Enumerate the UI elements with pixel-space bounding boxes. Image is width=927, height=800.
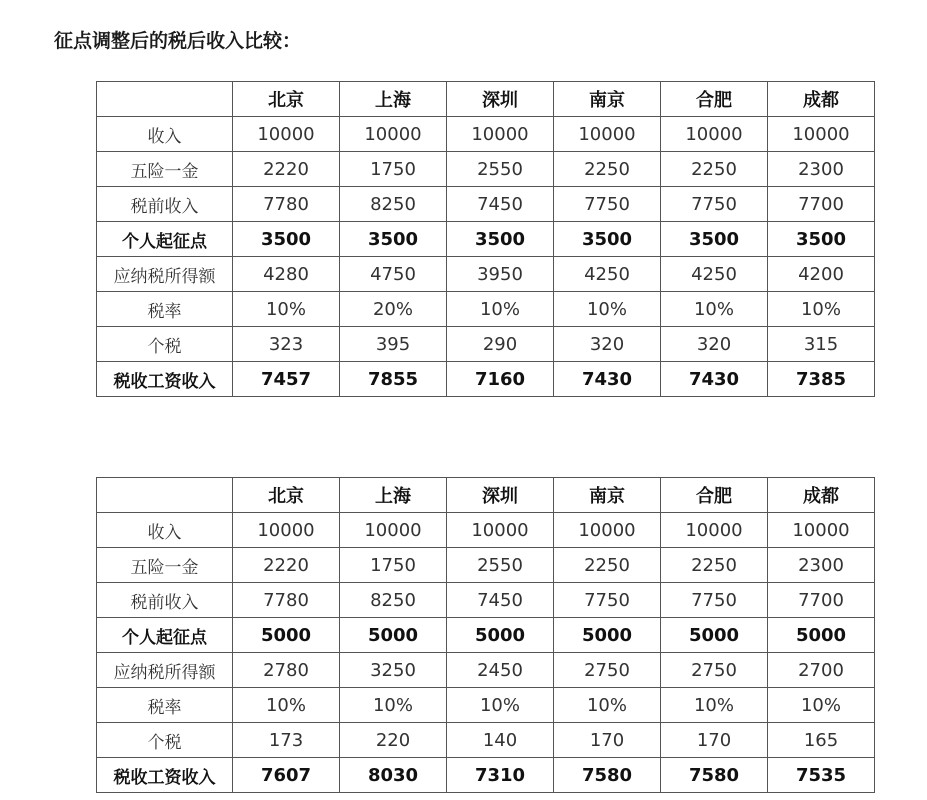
table-cell: 10% [554, 688, 661, 723]
table-cell: 2300 [768, 548, 875, 583]
table-cell: 10000 [340, 117, 447, 152]
header-cell-hefei: 合肥 [661, 82, 768, 117]
table-cell: 20% [340, 292, 447, 327]
row-label: 个税 [97, 723, 233, 758]
row-label: 税前收入 [97, 583, 233, 618]
table-cell: 140 [447, 723, 554, 758]
header-row [97, 478, 875, 513]
row-label: 个人起征点 [97, 618, 233, 653]
table-cell: 2250 [661, 152, 768, 187]
table-cell: 7607 [233, 758, 340, 793]
table-cell: 2750 [554, 653, 661, 688]
table-cell: 170 [554, 723, 661, 758]
table-row [97, 187, 875, 222]
table-cell: 2250 [554, 548, 661, 583]
header-cell-shanghai: 上海 [340, 82, 447, 117]
table-cell: 10% [768, 688, 875, 723]
row-label: 收入 [97, 513, 233, 548]
table-cell: 10000 [447, 513, 554, 548]
table-cell: 7780 [233, 187, 340, 222]
table-cell: 7430 [661, 362, 768, 397]
table-cell: 8250 [340, 583, 447, 618]
table-cell: 10000 [554, 513, 661, 548]
table-cell: 10000 [233, 117, 340, 152]
table-cell: 10000 [233, 513, 340, 548]
row-label: 五险一金 [97, 548, 233, 583]
table-cell: 7450 [447, 583, 554, 618]
row-label: 应纳税所得额 [97, 257, 233, 292]
table-cell: 165 [768, 723, 875, 758]
table-cell: 4750 [340, 257, 447, 292]
table-cell: 5000 [233, 618, 340, 653]
header-cell-chengdu: 成都 [768, 82, 875, 117]
row-label: 税收工资收入 [97, 362, 233, 397]
table-row [97, 152, 875, 187]
table-cell: 4200 [768, 257, 875, 292]
header-cell-shanghai: 上海 [340, 478, 447, 513]
table-cell: 10000 [768, 513, 875, 548]
table-cell: 5000 [661, 618, 768, 653]
row-label: 税率 [97, 688, 233, 723]
table-cell: 10% [233, 292, 340, 327]
table-cell: 10% [340, 688, 447, 723]
table-cell: 320 [554, 327, 661, 362]
row-label: 应纳税所得额 [97, 653, 233, 688]
table-cell: 3500 [554, 222, 661, 257]
table-cell: 3500 [447, 222, 554, 257]
table-cell: 10% [661, 292, 768, 327]
header-cell-shenzhen: 深圳 [447, 478, 554, 513]
table-cell: 1750 [340, 152, 447, 187]
table-cell: 290 [447, 327, 554, 362]
table-row [97, 688, 875, 723]
header-row [97, 82, 875, 117]
row-label: 收入 [97, 117, 233, 152]
table-cell: 7535 [768, 758, 875, 793]
table-body [97, 82, 875, 397]
table-cell: 323 [233, 327, 340, 362]
table-cell: 8250 [340, 187, 447, 222]
row-label: 个税 [97, 327, 233, 362]
table-row [97, 362, 875, 397]
table-row [97, 548, 875, 583]
table-cell: 7750 [661, 187, 768, 222]
table-cell: 3500 [768, 222, 875, 257]
header-cell-beijing: 北京 [233, 82, 340, 117]
table-cell: 7450 [447, 187, 554, 222]
table-cell: 7580 [661, 758, 768, 793]
table-cell: 7580 [554, 758, 661, 793]
table-cell: 7430 [554, 362, 661, 397]
table-row [97, 257, 875, 292]
table-row [97, 222, 875, 257]
table-cell: 10000 [447, 117, 554, 152]
table-cell: 10000 [554, 117, 661, 152]
table-cell: 2220 [233, 152, 340, 187]
table-cell: 7750 [554, 187, 661, 222]
table-cell: 7700 [768, 583, 875, 618]
tax-comparison-table-3500 [96, 81, 875, 397]
table-cell: 320 [661, 327, 768, 362]
table-cell: 10% [233, 688, 340, 723]
table-cell: 7750 [661, 583, 768, 618]
table-cell: 2780 [233, 653, 340, 688]
table-cell: 315 [768, 327, 875, 362]
table-cell: 7780 [233, 583, 340, 618]
header-cell-nanjing: 南京 [554, 82, 661, 117]
table-cell: 395 [340, 327, 447, 362]
table-cell: 4250 [554, 257, 661, 292]
table-cell: 10% [661, 688, 768, 723]
table-cell: 7750 [554, 583, 661, 618]
table-row [97, 758, 875, 793]
table-cell: 10% [447, 292, 554, 327]
table-row [97, 117, 875, 152]
table-row [97, 292, 875, 327]
table-cell: 10000 [768, 117, 875, 152]
table-row [97, 513, 875, 548]
table-cell: 220 [340, 723, 447, 758]
table-cell: 2250 [554, 152, 661, 187]
table-cell: 7160 [447, 362, 554, 397]
table-cell: 10% [768, 292, 875, 327]
corner-cell [97, 82, 233, 117]
table-cell: 2300 [768, 152, 875, 187]
table-cell: 7385 [768, 362, 875, 397]
table-cell: 3500 [233, 222, 340, 257]
table-cell: 8030 [340, 758, 447, 793]
row-label: 税收工资收入 [97, 758, 233, 793]
table-cell: 3500 [661, 222, 768, 257]
table-cell: 2220 [233, 548, 340, 583]
table-row [97, 327, 875, 362]
table-cell: 5000 [768, 618, 875, 653]
table-cell: 5000 [340, 618, 447, 653]
header-cell-shenzhen: 深圳 [447, 82, 554, 117]
table-cell: 2250 [661, 548, 768, 583]
page-heading: 征点调整后的税后收入比较： [54, 30, 302, 52]
table-cell: 7310 [447, 758, 554, 793]
table-cell: 2550 [447, 152, 554, 187]
table-cell: 1750 [340, 548, 447, 583]
table-cell: 10% [447, 688, 554, 723]
header-cell-chengdu: 成都 [768, 478, 875, 513]
header-cell-beijing: 北京 [233, 478, 340, 513]
table-cell: 170 [661, 723, 768, 758]
table-cell: 4280 [233, 257, 340, 292]
table-cell: 5000 [554, 618, 661, 653]
table-cell: 4250 [661, 257, 768, 292]
table-cell: 7457 [233, 362, 340, 397]
table-cell: 10000 [340, 513, 447, 548]
table-cell: 2750 [661, 653, 768, 688]
tax-comparison-table-5000 [96, 477, 875, 793]
table-cell: 10000 [661, 513, 768, 548]
header-cell-nanjing: 南京 [554, 478, 661, 513]
table-cell: 10% [554, 292, 661, 327]
row-label: 税前收入 [97, 187, 233, 222]
table-row [97, 723, 875, 758]
table-row [97, 618, 875, 653]
table-cell: 2700 [768, 653, 875, 688]
row-label: 个人起征点 [97, 222, 233, 257]
header-cell-hefei: 合肥 [661, 478, 768, 513]
row-label: 税率 [97, 292, 233, 327]
table-cell: 10000 [661, 117, 768, 152]
table-cell: 7855 [340, 362, 447, 397]
table-cell: 3250 [340, 653, 447, 688]
table-cell: 2550 [447, 548, 554, 583]
table-cell: 3500 [340, 222, 447, 257]
table-cell: 173 [233, 723, 340, 758]
table-cell: 7700 [768, 187, 875, 222]
corner-cell [97, 478, 233, 513]
table-row [97, 583, 875, 618]
table-row [97, 653, 875, 688]
table-cell: 3950 [447, 257, 554, 292]
row-label: 五险一金 [97, 152, 233, 187]
table-body [97, 478, 875, 793]
table-cell: 5000 [447, 618, 554, 653]
table-cell: 2450 [447, 653, 554, 688]
